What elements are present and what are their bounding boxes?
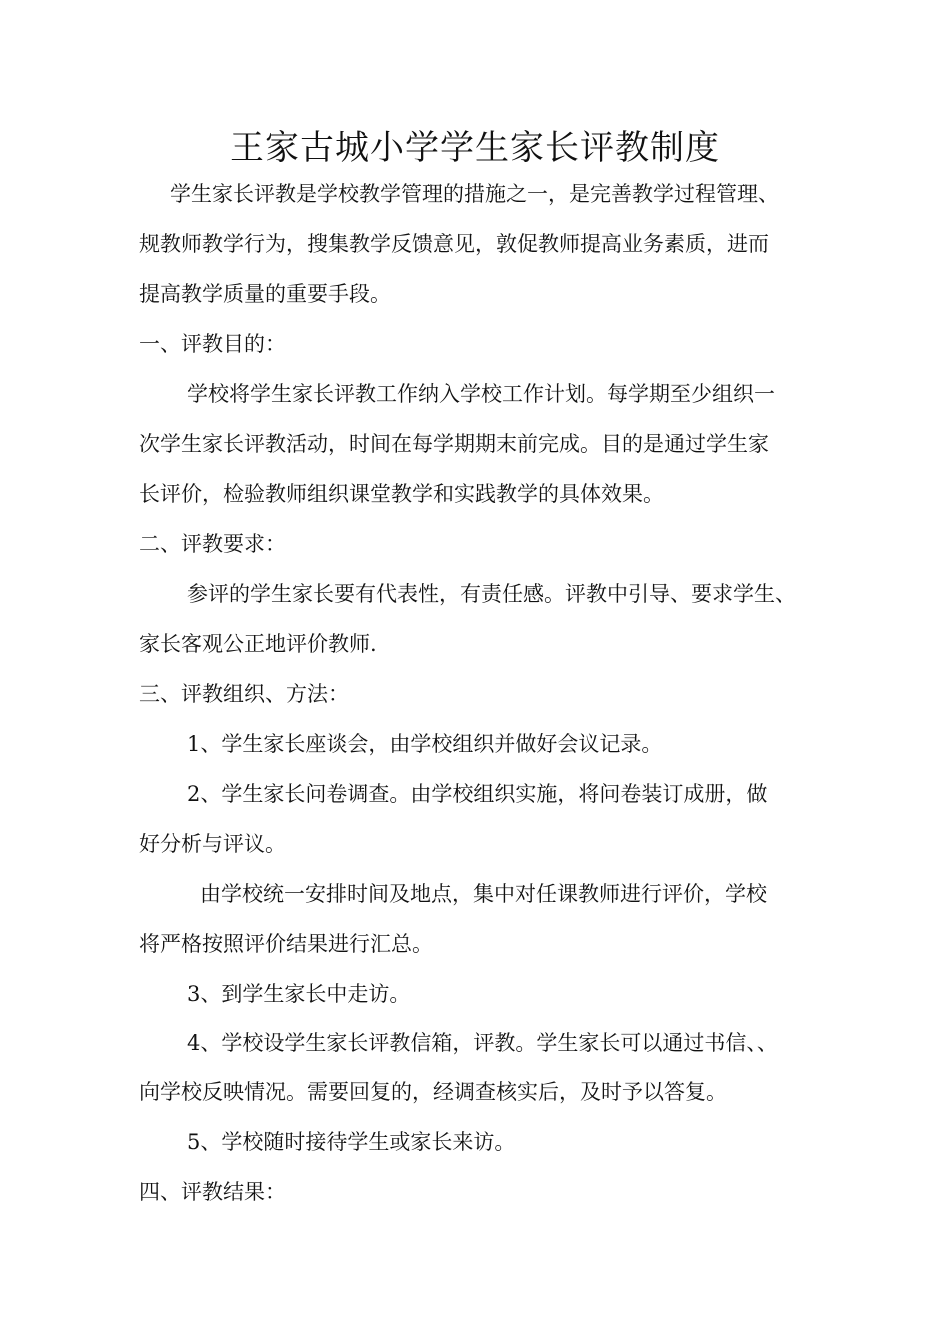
- section-heading-4: 四、评教结果：: [139, 1180, 286, 1204]
- section-3-item-3: 3、到学生家长中走访。: [187, 982, 411, 1006]
- section-3-item-5: 5、学校随时接待学生或家长来访。: [187, 1130, 516, 1154]
- intro-line-3: 提高教学质量的重要手段。: [139, 282, 391, 306]
- section-3-item-4-line-1: 4、学校设学生家长评教信箱，评教。学生家长可以通过书信、、: [187, 1031, 778, 1055]
- section-1-line-3: 长评价，检验教师组织课堂教学和实践教学的具体效果。: [139, 482, 664, 506]
- section-heading-1: 一、评教目的：: [139, 332, 286, 356]
- section-3-item-4-line-2: 向学校反映情况。需要回复的，经调查核实后，及时予以答复。: [139, 1080, 727, 1104]
- intro-line-1: 学生家长评教是学校教学管理的措施之一，是完善教学过程管理、: [170, 182, 779, 206]
- section-3-item-2-line-1: 2、学生家长问卷调查。由学校组织实施，将问卷装订成册，做: [187, 782, 768, 806]
- section-2-line-1: 参评的学生家长要有代表性，有责任感。评教中引导、要求学生、: [187, 582, 796, 606]
- section-3-item-1: 1、学生家长座谈会，由学校组织并做好会议记录。: [187, 732, 663, 756]
- section-heading-3: 三、评教组织、方法：: [139, 682, 349, 706]
- intro-line-2: 规教师教学行为，搜集教学反馈意见，敦促教师提高业务素质，进而: [139, 232, 769, 256]
- document-title: 王家古城小学学生家长评教制度: [230, 128, 720, 168]
- section-3-note-line-1: 由学校统一安排时间及地点，集中对任课教师进行评价，学校: [200, 882, 767, 906]
- section-1-line-1: 学校将学生家长评教工作纳入学校工作计划。每学期至少组织一: [187, 382, 775, 406]
- section-1-line-2: 次学生家长评教活动，时间在每学期期末前完成。目的是通过学生家: [139, 432, 769, 456]
- section-heading-2: 二、评教要求：: [139, 532, 286, 556]
- section-3-item-2-line-2: 好分析与评议。: [139, 832, 286, 856]
- section-2-line-2: 家长客观公正地评价教师.: [139, 632, 377, 656]
- section-3-note-line-2: 将严格按照评价结果进行汇总。: [139, 932, 433, 956]
